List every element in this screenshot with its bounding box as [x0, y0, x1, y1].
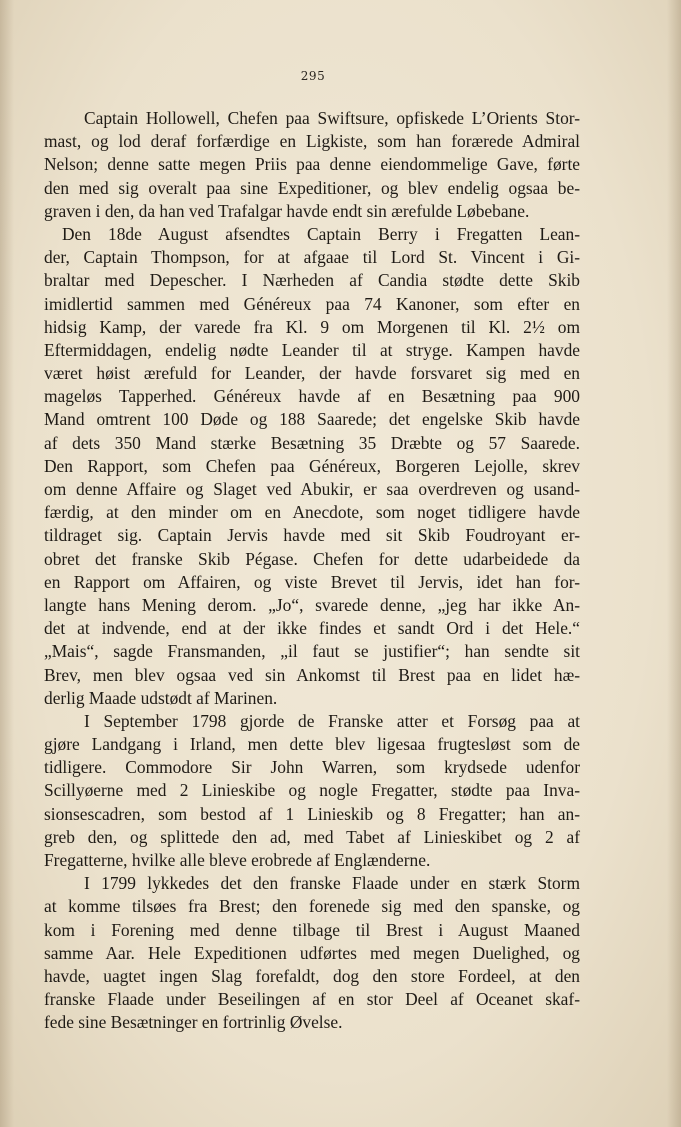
text-line: Den 18de August afsendtes Captain Berry i Fregatten Lean- [62, 223, 580, 244]
text-line: Captain Hollowell, Chefen paa Swiftsure, opfiskede L’Orients Stor- [84, 108, 580, 128]
text-line: af dets 350 Mand stærke Besætning 35 Dræbte og 57 Saarede. [44, 432, 580, 453]
text-line: den med sig overalt paa sine Expeditioner, og blev endelig ogsaa be- [44, 177, 580, 198]
text-line: „Mais“, sagde Fransmanden, „il faut se justifier“; han sendte sit [44, 641, 580, 662]
text-line: Eftermiddagen, endelig nødte Leander til at stryge. Kampen havde [44, 339, 580, 360]
text-line: Den Rapport, som Chefen paa Généreux, Borgeren Lejolle, skrev [44, 455, 580, 476]
text-line: tildraget sig. Captain Jervis havde med sit Skib Foudroyant er- [44, 525, 580, 546]
text-line: langte hans Mening derom. „Jo“, svarede denne, „jeg har ikke An- [44, 594, 580, 615]
text-line: færdig, at den minder om en Anecdote, som noget tidligere havde [44, 502, 580, 523]
text-line: I 1799 lykkedes det den franske Flaade under en stærk Storm [84, 873, 580, 894]
text-line: franske Flaade under Beseilingen af en stor Deel af Oceanet skaf- [44, 989, 580, 1010]
text-line: I September 1798 gjorde de Franske atter et Forsøg paa at [84, 710, 580, 731]
text-line: Mand omtrent 100 Døde og 188 Saarede; det engelske Skib havde [44, 409, 580, 430]
text-line: mast, og lod deraf forfærdige en Ligkiste, som han forærede Admiral [44, 131, 580, 152]
text-line: braltar med Depescher. I Nærheden af Candia stødte dette Skib [44, 270, 580, 291]
text-line: det at indvende, end at der ikke findes et sandt Ord i det Hele.“ [44, 618, 580, 639]
text-line: hidsig Kamp, der varede fra Kl. 9 om Morgenen til Kl. 2½ om [44, 316, 580, 337]
text-line: havde, uagtet ingen Slag forefaldt, dog den store Fordeel, at den [44, 965, 580, 986]
text-line: fede sine Besætninger en fortrinlig Øvelse. [44, 1012, 343, 1033]
text-line: mageløs Tapperhed. Généreux havde af en Besætning paa 900 [44, 386, 580, 407]
text-line: Scillyøerne med 2 Linieskibe og nogle Fregatter, stødte paa Inva- [44, 780, 580, 801]
page-edge-left [0, 0, 14, 1127]
text-line: graven i den, da han ved Trafalgar havde endt sin ærefulde Løbebane. [44, 200, 530, 221]
text-line: obret det franske Skib Pégase. Chefen for dette udarbeidede da [44, 548, 580, 569]
page-number: 295 [300, 69, 326, 83]
text-line: gjøre Landgang i Irland, men dette blev ligesaa frugtesløst som de [44, 734, 580, 755]
text-line: en Rapport om Affairen, og viste Brevet til Jervis, idet han for- [44, 571, 580, 592]
text-line: derlig Maade udstødt af Marinen. [44, 687, 278, 708]
text-line: Fregatterne, hvilke alle bleve erobrede af Englænderne. [44, 850, 431, 870]
text-line: greb den, og splittede den ad, med Tabet af Linieskibet og 2 af [44, 826, 580, 847]
text-line: sionsescadren, som bestod af 1 Linieskib og 8 Fregatter; han an- [44, 803, 580, 824]
text-line: at komme tilsøes fra Brest; den forenede sig med den spanske, og [44, 896, 580, 917]
text-line: imidlertid sammen med Généreux paa 74 Kanoner, som efter en [44, 293, 580, 314]
body-text [44, 107, 580, 1035]
text-line: Brev, men blev ogsaa ved sin Ankomst til Brest paa en lidet hæ- [44, 664, 580, 685]
text-line: samme Aar. Hele Expeditionen udførtes med megen Duelighed, og [44, 942, 580, 963]
text-line: tidligere. Commodore Sir John Warren, som krydsede udenfor [44, 757, 580, 778]
text-line: Nelson; denne satte megen Priis paa denne eiendommelige Gave, førte [44, 154, 580, 175]
text-line: om denne Affaire og Slaget ved Abukir, er saa overdreven og usand- [44, 479, 580, 499]
text-line: der, Captain Thompson, for at afgaae til Lord St. Vincent i Gi- [44, 247, 580, 268]
text-line: kom i Forening med denne tilbage til Brest i August Maaned [44, 919, 580, 940]
page-edge-right [667, 0, 681, 1127]
text-line: været høist ærefuld for Leander, der havde forsvaret sig med en [44, 363, 580, 384]
